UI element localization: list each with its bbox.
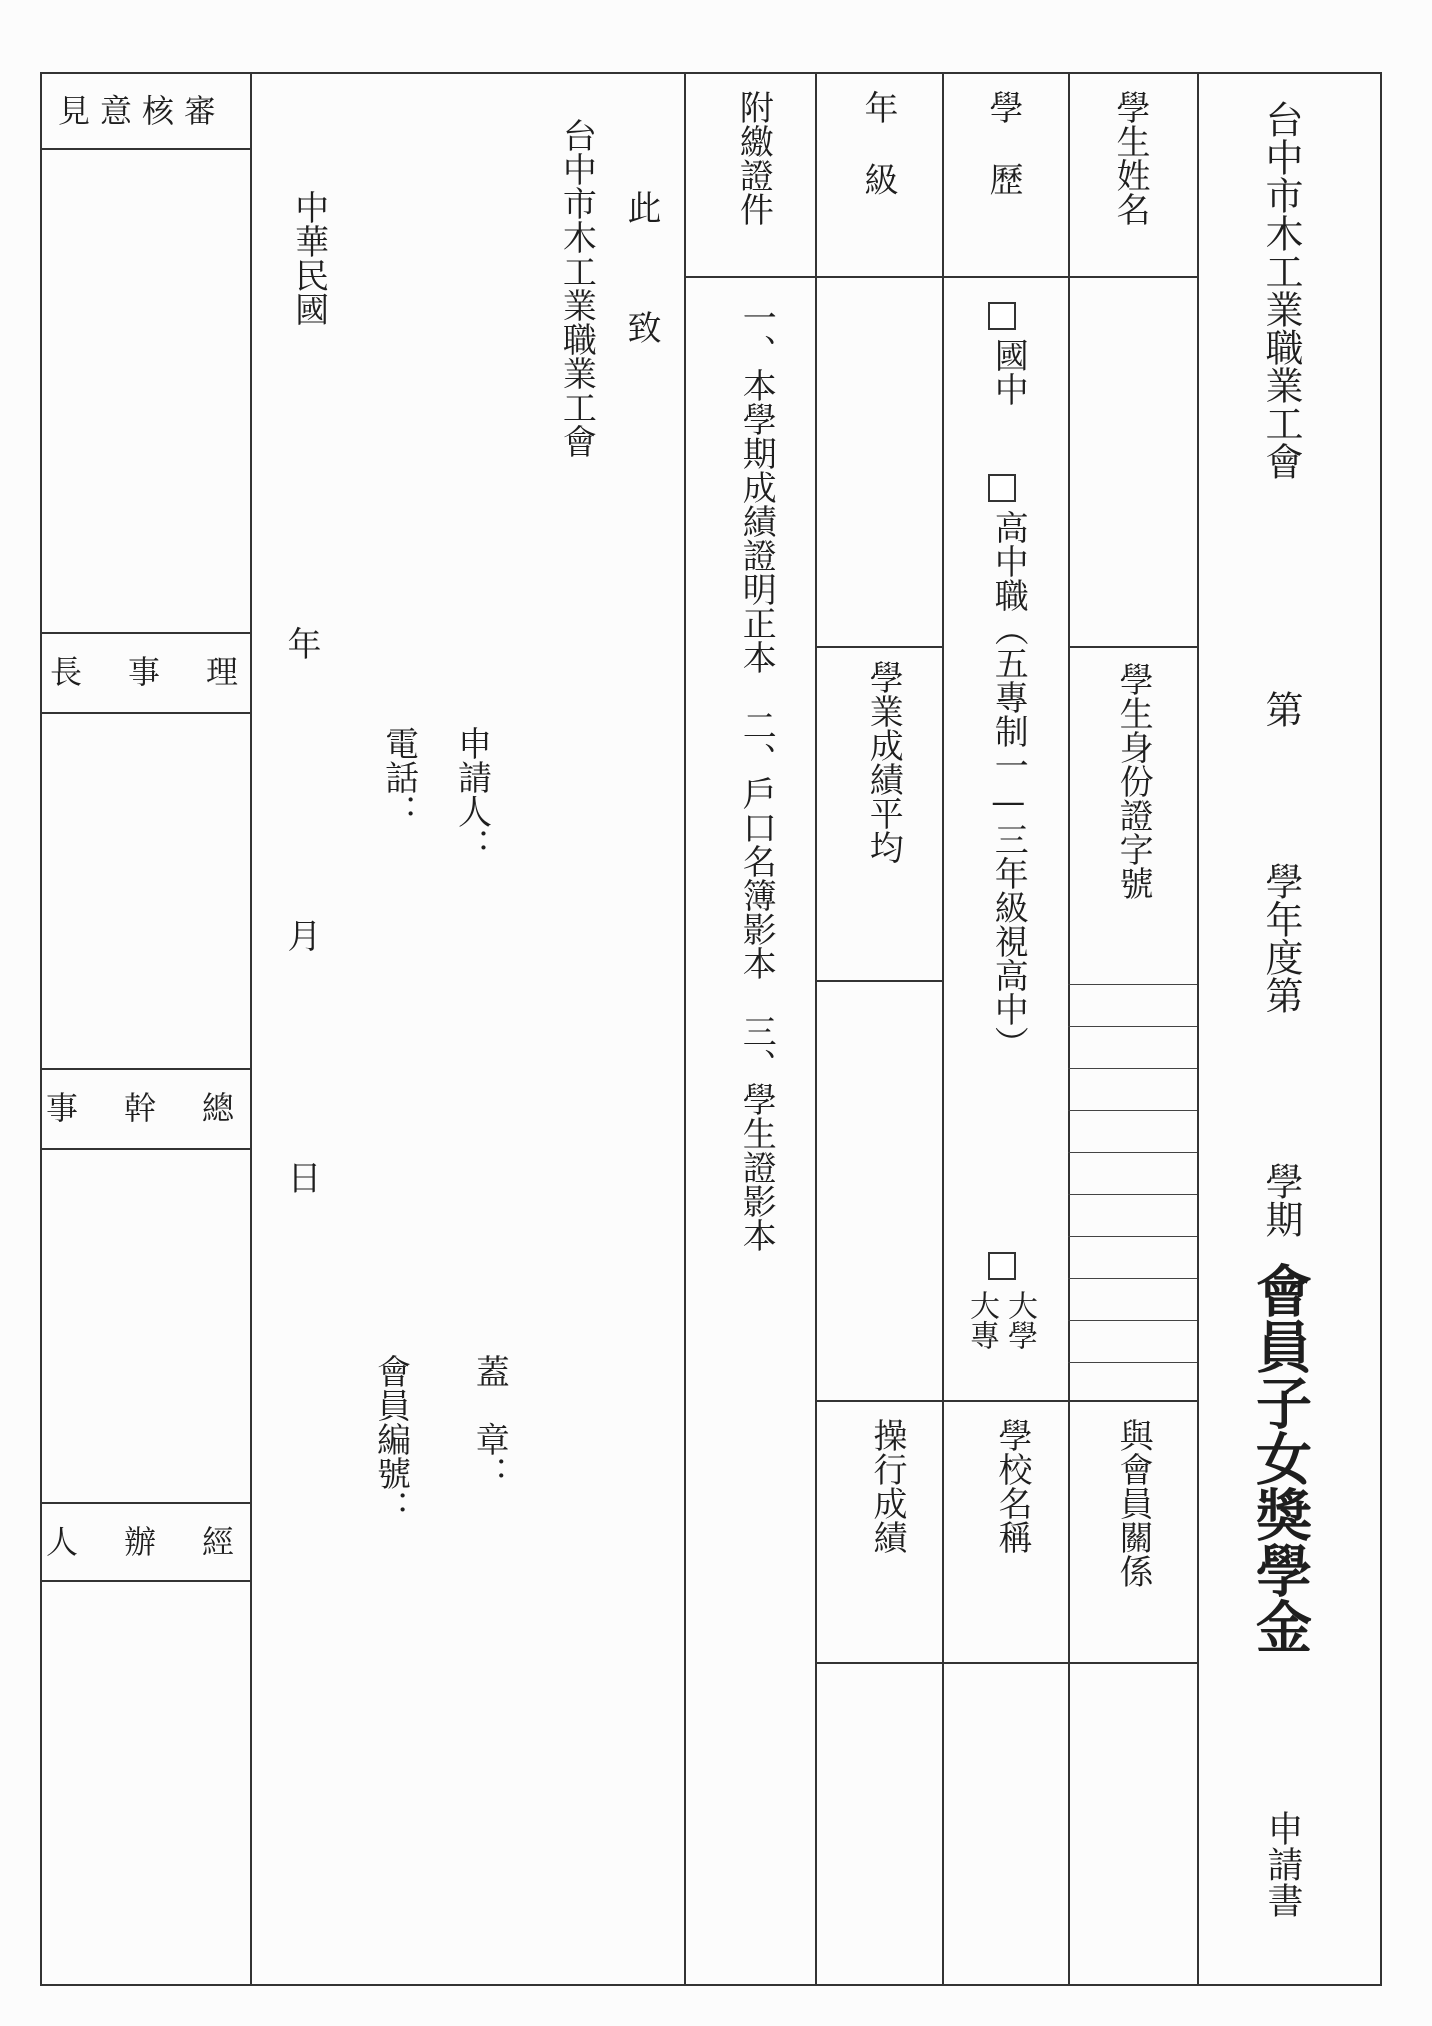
divider-attachments bbox=[815, 72, 817, 1986]
label-student-id: 學生身份證字號 bbox=[1113, 662, 1154, 900]
approval-line bbox=[40, 632, 250, 634]
form-frame bbox=[40, 72, 1382, 1986]
id-grid-line bbox=[1068, 1278, 1197, 1279]
letter-recipient: 台中市木工業職業工會 bbox=[556, 118, 597, 458]
option-senior-high: 高中職（五專制一—三年級視高中） bbox=[988, 510, 1029, 1060]
phone-label: 電話： bbox=[378, 726, 419, 828]
label-relation: 與會員關係 bbox=[1113, 1418, 1154, 1588]
approval-line bbox=[40, 1502, 250, 1504]
header-row-line bbox=[684, 276, 1197, 278]
checkbox-junior-high[interactable] bbox=[988, 302, 1016, 330]
letter-line2: 致 bbox=[621, 310, 661, 344]
option-college-top: 大學 bbox=[1002, 1290, 1037, 1350]
approval-line bbox=[40, 1148, 250, 1150]
title-main: 會員子女獎學金 bbox=[1247, 1262, 1313, 1654]
bottom-row-line bbox=[815, 1662, 1197, 1664]
label-school-name: 學校名稱 bbox=[992, 1418, 1032, 1554]
avg-line bbox=[815, 980, 942, 982]
approval-line bbox=[40, 712, 250, 714]
option-college-bottom: 大專 bbox=[964, 1290, 999, 1350]
applicant-label: 申請人： bbox=[451, 726, 492, 862]
member-no-label: 會員編號： bbox=[370, 1354, 411, 1524]
label-student-name: 學生姓名 bbox=[1110, 90, 1150, 226]
chairman-label: 長事理 bbox=[50, 653, 285, 691]
approval-line bbox=[40, 1068, 250, 1070]
seal-label: 蓋 章： bbox=[469, 1354, 510, 1490]
lower-row-line bbox=[815, 1400, 1197, 1402]
date-prefix: 中華民國 bbox=[288, 190, 329, 326]
label-attachments: 附繳證件 bbox=[733, 90, 774, 226]
id-grid-line bbox=[1068, 1110, 1197, 1111]
name-line bbox=[1068, 646, 1197, 648]
id-grid-line bbox=[1068, 1026, 1197, 1027]
checkbox-senior-high[interactable] bbox=[988, 474, 1016, 502]
label-grade: 年級 bbox=[858, 90, 898, 234]
option-junior-high: 國中 bbox=[988, 338, 1029, 406]
label-academic-avg: 學業成績平均 bbox=[863, 660, 904, 864]
id-grid-line bbox=[1068, 1362, 1197, 1363]
divider-approval bbox=[250, 72, 252, 1986]
id-grid-line bbox=[1068, 1068, 1197, 1069]
id-grid-line bbox=[1068, 1236, 1197, 1237]
date-day: 日 bbox=[281, 1160, 321, 1194]
union-name: 台中市木工業職業工會 bbox=[1259, 100, 1303, 480]
date-month: 月 bbox=[281, 918, 321, 952]
divider-name bbox=[1197, 72, 1199, 1986]
label-education: 學歷 bbox=[983, 90, 1023, 234]
title-school-year: 學年度第 bbox=[1259, 862, 1303, 1014]
date-year: 年 bbox=[281, 626, 321, 660]
id-grid-line bbox=[1068, 984, 1197, 985]
attachments-text: 一、本學期成績證明正本 二、戶口名簿影本 三、學生證影本 bbox=[736, 300, 777, 1252]
label-conduct: 操行成績 bbox=[867, 1418, 907, 1554]
id-grid-line bbox=[1068, 1152, 1197, 1153]
grade-line bbox=[815, 646, 942, 648]
divider-letter bbox=[684, 72, 686, 1986]
secretary-label: 事幹總 bbox=[46, 1089, 281, 1127]
approval-line bbox=[40, 148, 250, 150]
handler-label: 人辦經 bbox=[46, 1523, 281, 1561]
letter-line1: 此 bbox=[621, 190, 661, 224]
checkbox-college[interactable] bbox=[988, 1252, 1016, 1280]
review-opinion-label: 見意核審 bbox=[58, 92, 227, 130]
title-semester: 學期 bbox=[1259, 1162, 1303, 1238]
divider-grade bbox=[942, 72, 944, 1986]
id-grid-line bbox=[1068, 1320, 1197, 1321]
id-grid-line bbox=[1068, 1194, 1197, 1195]
approval-line bbox=[40, 1580, 250, 1582]
divider-education bbox=[1068, 72, 1070, 1986]
title-prefix: 第 bbox=[1259, 690, 1303, 728]
title-suffix: 申請書 bbox=[1262, 1810, 1303, 1918]
